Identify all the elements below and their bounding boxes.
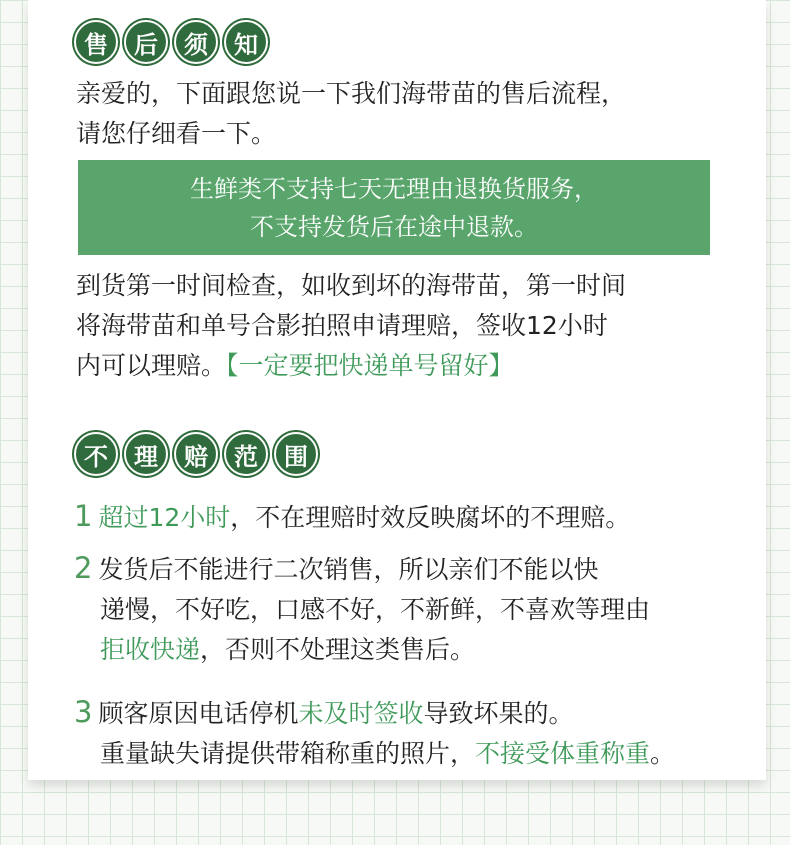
rule-item-2: 2 发货后不能进行二次销售，所以亲们不能以快 递慢，不好吃，口感不好，不新鲜，不喜欢等理由 拒收快递，否则不处理这类售后。 (74, 551, 651, 664)
title-badge: 售 (74, 20, 118, 64)
inspection-paragraph (76, 266, 626, 386)
title-badge: 范 (224, 432, 268, 476)
intro-line: 亲爱的，下面跟您说一下我们海带苗的售后流程， (76, 79, 627, 108)
paragraph-line: 内可以理赔。【一定要把快递单号留好】 (76, 351, 514, 380)
highlight-note: 【一定要把快递单号留好】 (226, 351, 514, 380)
item-number: 2 (74, 551, 93, 585)
intro-line: 请您仔细看一下。 (76, 119, 277, 148)
after-sales-card (28, 0, 766, 780)
rule-item-3: 3 顾客原因电话停机未及时签收导致坏果的。 重量缺失请提供带箱称重的照片，不接受体重称重。 (74, 695, 676, 768)
title-badge: 理 (124, 432, 168, 476)
intro-text (76, 74, 626, 154)
title-badge: 赔 (174, 432, 218, 476)
title-badge: 后 (124, 20, 168, 64)
rule-item-1: 1 超过12小时，不在理赔时效反映腐坏的不理赔。 (74, 499, 631, 533)
banner-line: 不支持发货后在途中退款。 (250, 212, 538, 241)
section-title-after-sales (74, 20, 268, 64)
title-badge: 围 (274, 432, 318, 476)
paragraph-line: 到货第一时间检查，如收到坏的海带苗，第一时间 (76, 271, 627, 300)
paragraph-line: 将海带苗和单号合影拍照申请理赔，签收12小时 (76, 311, 608, 340)
section-title-no-claim-scope (74, 432, 318, 476)
item-number: 1 (74, 499, 93, 533)
notice-banner (78, 160, 710, 255)
title-badge: 知 (224, 20, 268, 64)
title-badge: 须 (174, 20, 218, 64)
title-badge: 不 (74, 432, 118, 476)
banner-line: 生鲜类不支持七天无理由退换货服务， (190, 174, 598, 203)
item-number: 3 (74, 695, 93, 729)
